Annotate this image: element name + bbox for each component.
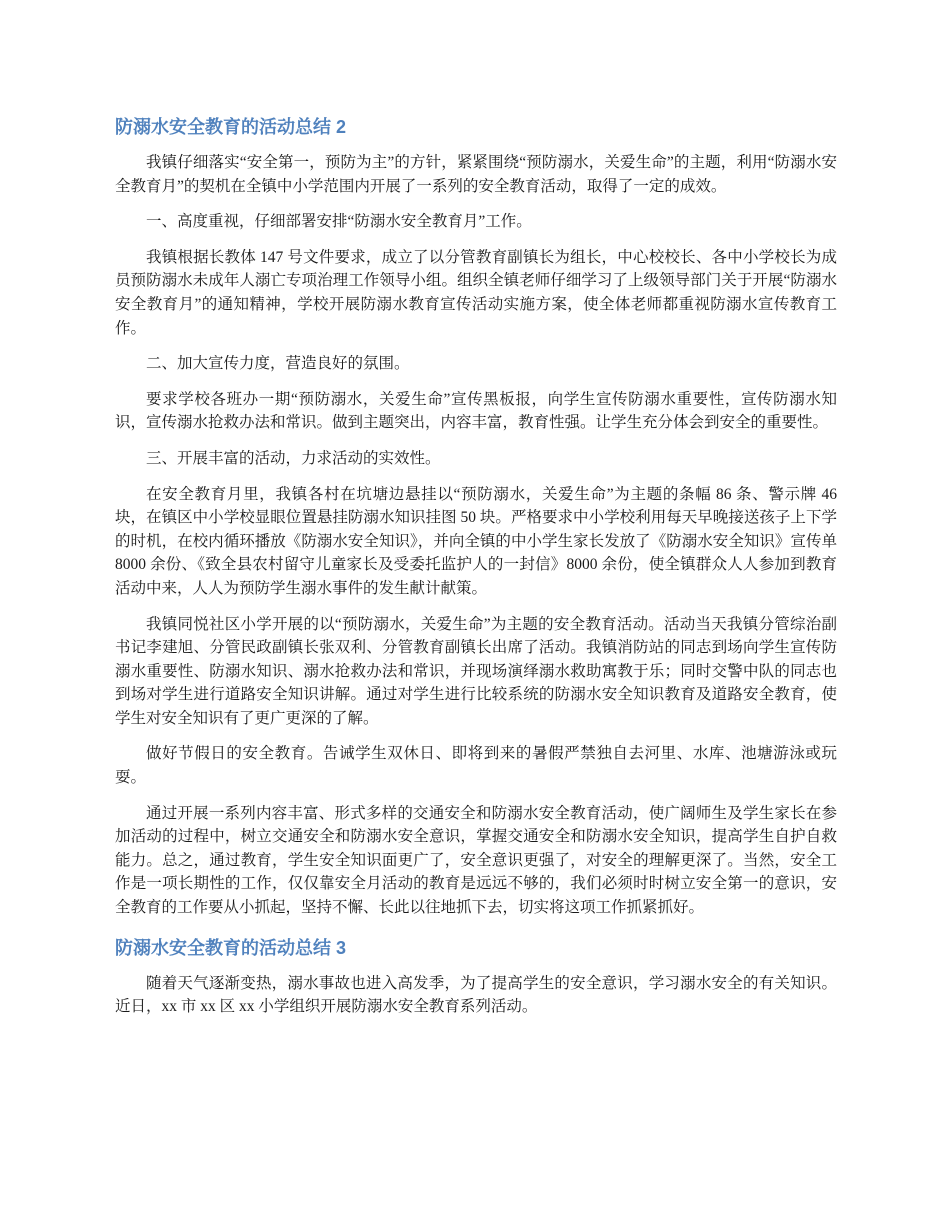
paragraph: 二、加大宣传力度，营造良好的氛围。 — [146, 355, 410, 373]
paragraph: 我镇根据长教体 147 号文件要求，成立了以分管教育副镇长为组长，中心校校长、各中小学校长为成员预防溺水未成年人溺亡专项治理工作领导小组。组织全镇老师仔细学习了上级领导部门关于开展“防溺水安全教育月”的通知精神，学校开展防溺水教育宣传活动实施方案，使全体老师都重视防溺水宣传教育工作。 — [115, 248, 837, 337]
paragraph: 我镇同悦社区小学开展的以“预防溺水，关爱生命”为主题的安全教育活动。活动当天我镇分管综治副书记李建旭、分管民政副镇长张双利、分管教育副镇长出席了活动。我镇消防站的同志到场向学生宣传防溺水重要性、防溺水知识、溺水抢救办法和常识，并现场演绎溺水救助寓教于乐；同时交警中队的同志也到场对学生进行道路安全知识讲解。通过对学生进行比较系统的防溺水安全知识教育及道路安全教育，使学生对安全知识有了更广更深的了解。 — [115, 615, 837, 727]
paragraph: 三、开展丰富的活动，力求活动的实效性。 — [146, 449, 441, 467]
paragraph: 要求学校各班办一期“预防溺水，关爱生命”宣传黑板报，向学生宣传防溺水重要性，宣传防溺水知识，宣传溺水抢救办法和常识。做到主题突出，内容丰富，教育性强。让学生充分体会到安全的重要性。 — [115, 390, 837, 432]
paragraph: 一、高度重视，仔细部署安排“防溺水安全教育月”工作。 — [146, 213, 532, 231]
section-title: 防溺水安全教育的活动总结 2 — [115, 117, 347, 137]
section-title: 防溺水安全教育的活动总结 3 — [115, 937, 347, 958]
paragraph: 在安全教育月里，我镇各村在坑塘边悬挂以“预防溺水，关爱生命”为主题的条幅 86 条、警示牌 46 块，在镇区中小学校显眼位置悬挂防溺水知识挂图 50 块。严格要求中小学校利用每天早晚接送孩子上下学的时机，在校内循环播放《防溺水安全知识》，并向全镇的中小学生家长发放了《防溺水安全知识》宣传单 8000 余份、《致全县农村留守儿童家长及受委托监护人的一封信》8000 余份，使全镇群众人人参加到教育活动中来，人人为预防学生溺水事件的发生献计献策。 — [115, 485, 837, 597]
paragraph: 随着天气逐渐变热，溺水事故也进入高发季，为了提高学生的安全意识，学习溺水安全的有关知识。近日，xx 市 xx 区 xx 小学组织开展防溺水安全教育系列活动。 — [115, 974, 837, 1016]
paragraph: 我镇仔细落实“安全第一，预防为主”的方针，紧紧围绕“预防溺水，关爱生命”的主题，利用“防溺水安全教育月”的契机在全镇中小学范围内开展了一系列的安全教育活动，取得了一定的成效。 — [115, 154, 837, 195]
paragraph: 做好节假日的安全教育。告诫学生双休日、即将到来的暑假严禁独自去河里、水库、池塘游泳或玩耍。 — [115, 745, 837, 787]
paragraph: 通过开展一系列内容丰富、形式多样的交通安全和防溺水安全教育活动，使广阔师生及学生家长在参加活动的过程中，树立交通安全和防溺水安全意识，掌握交通安全和防溺水安全知识，提高学生自护自救能力。总之，通过教育，学生安全知识面更广了，安全意识更强了，对安全的理解更深了。当然，安全工作是一项长期性的工作，仅仅靠安全月活动的教育是远远不够的，我们必须时时树立安全第一的意识，安全教育的工作要从小抓起，坚持不懈、长此以往地抓下去，切实将这项工作抓紧抓好。 — [115, 804, 837, 917]
document-page — [115, 113, 837, 1031]
